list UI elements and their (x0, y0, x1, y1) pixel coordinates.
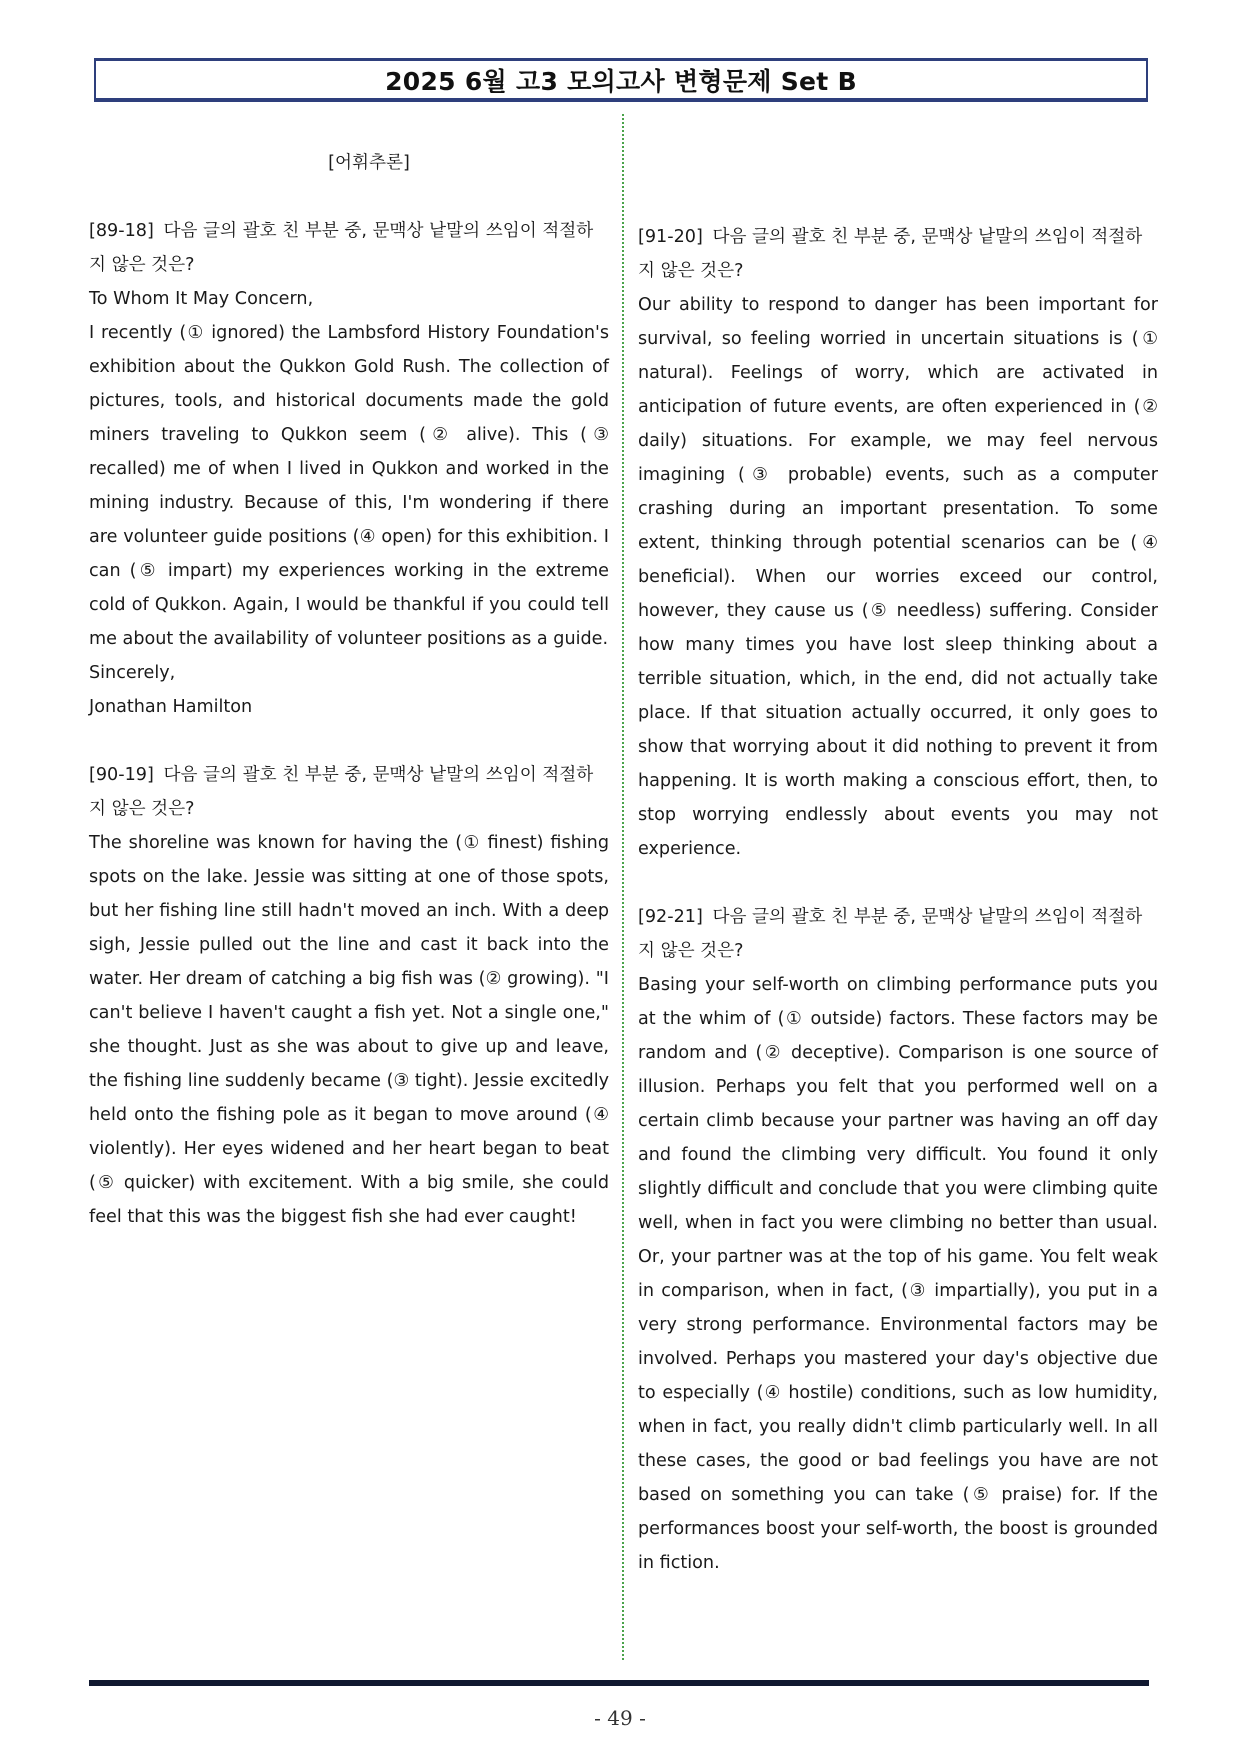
page-header (94, 58, 1148, 102)
question-passage: I recently (① ignored) the Lambsford History Foundation's exhibition about the Qukkon Gold Rush. The collection of pictures, tools, and historical documents made the gold miners traveling to Qukkon seem (② alive). This (③ recalled) me of when I lived in Qukkon and worked in the mining industry. Because of this, I'm wondering if there are volunteer guide positions (④ open) for this exhibition. I can (⑤ impart) my experiences working in the extreme cold of Qukkon. Again, I would be thankful if you could tell me about the availability of volunteer positions as a guide. (89, 323, 609, 649)
spacer (89, 180, 609, 214)
question-number: [89-18] (89, 221, 154, 241)
question-instruction: 다음 글의 괄호 친 부분 중, 문맥상 낱말의 쓰임이 적절하지 않은 것은? (89, 765, 594, 819)
question-89-18 (89, 214, 609, 724)
question-number: [91-20] (638, 227, 703, 247)
question-number: [90-19] (89, 765, 154, 785)
question-passage: Our ability to respond to danger has been important for survival, so feeling worried in uncertain situations is (① natural). Feelings of worry, which are activated in anticipation of future events, are often experienced in (② daily) situations. For example, we may feel nervous imagining (③ probable) events, such as a computer crashing during an important presentation. To some extent, thinking through potential scenarios can be (④ beneficial). When our worries exceed our control, however, they cause us (⑤ needless) suffering. Consider how many times you have lost sleep thinking about a terrible situation, which, in the end, did not actually take place. If that situation actually occurred, it only goes to show that worrying about it did nothing to prevent it from happening. It is worth making a conscious effort, then, to stop worrying endlessly about events you may not experience. (638, 295, 1158, 859)
question-passage: The shoreline was known for having the (① finest) fishing spots on the lake. Jessie was sitting at one of those spots, but her fishing line still hadn't moved an inch. With a deep sigh, Jessie pulled out the line and cast it back into the water. Her dream of catching a big fish was (② growing). "I can't believe I haven't caught a fish yet. Not a single one," she thought. Just as she was about to give up and leave, the fishing line suddenly became (③ tight). Jessie excitedly held onto the fishing pole as it began to move around (④ violently). Her eyes widened and her heart began to beat (⑤ quicker) with excitement. With a big smile, she could feel that this was the biggest fish she had ever caught! (89, 833, 609, 1227)
letter-salutation: To Whom It May Concern, (89, 289, 314, 309)
section-label: [어휘추론] (328, 153, 410, 173)
question-header (89, 214, 609, 282)
spacer (638, 180, 1158, 220)
letter-closing: Sincerely, (89, 663, 176, 683)
left-column (89, 140, 609, 1234)
question-instruction: 다음 글의 괄호 친 부분 중, 문맥상 낱말의 쓰임이 적절하지 않은 것은? (638, 227, 1143, 281)
page-title: 2025 6월 고3 모의고사 변형문제 Set B (385, 66, 857, 96)
spacer (638, 140, 1158, 180)
spacer (638, 866, 1158, 900)
letter-signature: Jonathan Hamilton (89, 697, 253, 717)
spacer (89, 724, 609, 758)
page-number: - 49 - (594, 1706, 646, 1730)
question-91-20 (638, 220, 1158, 866)
question-passage: Basing your self-worth on climbing performance puts you at the whim of (① outside) factors. These factors may be random and (② deceptive). Comparison is one source of illusion. Perhaps you felt that you performed well on a certain climb because your partner was having an off day and found the climbing very difficult. You found it only slightly difficult and conclude that you were climbing quite well, when in fact you were climbing no better than usual. Or, your partner was at the top of his game. You felt weak in comparison, when in fact, (③ impartially), you put in a very strong performance. Environmental factors may be involved. Perhaps you mastered your day's objective due to especially (④ hostile) conditions, such as low humidity, when in fact, you really didn't climb particularly well. In all these cases, the good or bad feelings you have are not based on something you can take (⑤ praise) for. If the performances boost your self-worth, the boost is grounded in fiction. (638, 975, 1158, 1573)
question-instruction: 다음 글의 괄호 친 부분 중, 문맥상 낱말의 쓰임이 적절하지 않은 것은? (89, 221, 594, 275)
column-divider (622, 114, 624, 1660)
right-column (638, 140, 1158, 1580)
question-90-19 (89, 758, 609, 1234)
question-92-21 (638, 900, 1158, 1580)
question-header (638, 220, 1158, 288)
question-header (638, 900, 1158, 968)
footer-rule (89, 1680, 1149, 1686)
question-instruction: 다음 글의 괄호 친 부분 중, 문맥상 낱말의 쓰임이 적절하지 않은 것은? (638, 907, 1143, 961)
question-header (89, 758, 609, 826)
question-number: [92-21] (638, 907, 703, 927)
